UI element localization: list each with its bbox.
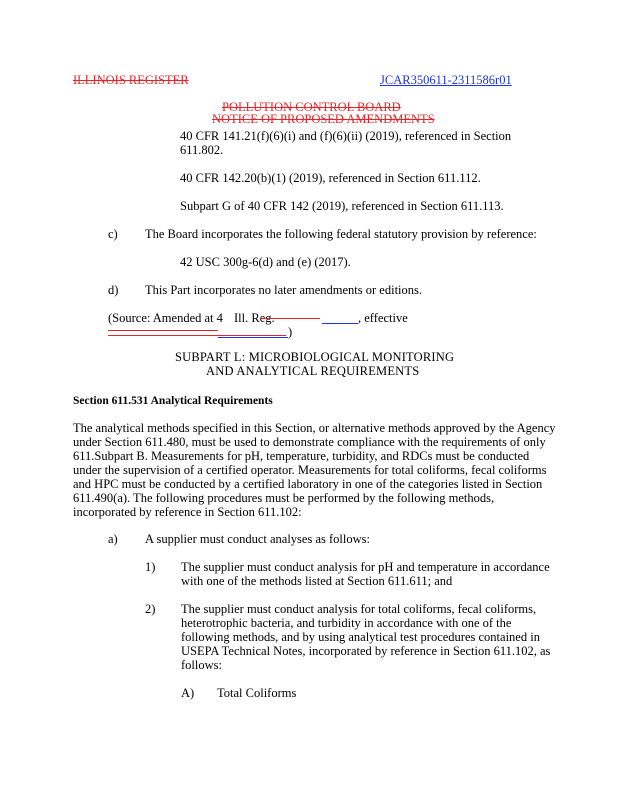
list-2-line-1: The supplier must conduct analysis for total coliforms, fecal coliforms, <box>181 602 537 616</box>
list-1-label: 1) <box>145 560 156 574</box>
para-line-1: The analytical methods specified in this Section, or alternative methods approved by the Agency <box>73 421 556 435</box>
section-heading: Section 611.531 Analytical Requirements <box>73 395 273 407</box>
list-2-line-4: USEPA Technical Notes, incorporated by reference in Section 611.102, as <box>181 644 551 658</box>
source-strike-3 <box>108 335 286 336</box>
item-c-text: The Board incorporates the following federal statutory provision by reference: <box>145 227 537 241</box>
para-line-6: 611.490(a). The following procedures must be performed by the following methods, <box>73 491 495 505</box>
para-line-4: under the supervision of a certified operator. Measurements for total coliforms, fecal coliforms <box>73 463 547 477</box>
ref-1-line-2: 611.802. <box>180 143 224 157</box>
source-close: ) <box>288 325 293 339</box>
ref-2: 40 CFR 142.20(b)(1) (2019), referenced in Section 611.112. <box>180 171 481 185</box>
source-strike-1 <box>260 318 320 319</box>
source-strike-2 <box>108 330 218 331</box>
list-a-text: A supplier must conduct analyses as follows: <box>145 532 370 546</box>
ref-1-line-1: 40 CFR 141.21(f)(6)(i) and (f)(6)(ii) (2019), referenced in Section <box>180 129 512 143</box>
para-line-5: and HPC must be conducted by a certified laboratory in one of the categories listed in Section <box>73 477 543 491</box>
list-1-line-1: The supplier must conduct analysis for pH and temperature in accordance <box>181 560 550 574</box>
para-line-7: incorporated by reference in Section 611.102: <box>73 505 302 519</box>
board-title: POLLUTION CONTROL BOARD <box>222 100 401 114</box>
source-effective: , effective <box>358 311 408 325</box>
source-ill-reg: Ill. Reg. <box>234 311 275 325</box>
source-prefix: (Source: Amended at 4 <box>108 311 223 325</box>
list-1-line-2: with one of the methods listed at Section 611.611; and <box>181 574 453 588</box>
subpart-heading-line-2: AND ANALYTICAL REQUIREMENTS <box>206 364 420 378</box>
list-2-line-3: following methods, and by using analytical test procedures contained in <box>181 630 540 644</box>
notice-title: NOTICE OF PROPOSED AMENDMENTS <box>212 112 435 126</box>
list-A-label: A) <box>181 686 195 700</box>
register-title: ILLINOIS REGISTER <box>73 73 189 87</box>
item-c-label: c) <box>108 227 118 241</box>
list-a-label: a) <box>108 532 118 546</box>
list-A-text: Total Coliforms <box>217 686 297 700</box>
list-2-label: 2) <box>145 602 156 616</box>
source-underline-2 <box>218 337 288 338</box>
subpart-heading-line-1: SUBPART L: MICROBIOLOGICAL MONITORING <box>175 350 455 364</box>
item-d-text: This Part incorporates no later amendments or editions. <box>145 283 423 297</box>
para-line-2: under Section 611.480, must be used to demonstrate compliance with the requirements of only <box>73 435 546 449</box>
para-line-3: 611.Subpart B. Measurements for pH, temperature, turbidity, and RDCs must be conducted <box>73 449 530 463</box>
ref-3: Subpart G of 40 CFR 142 (2019), referenced in Section 611.113. <box>180 199 504 213</box>
item-d-label: d) <box>108 283 119 297</box>
list-2-line-2: heterotrophic bacteria, and turbidity in accordance with one of the <box>181 616 512 630</box>
jcar-code: JCAR350611-2311586r01 <box>380 73 512 87</box>
list-2-line-5: follows: <box>181 658 222 672</box>
source-underline-1 <box>322 323 358 324</box>
item-c-sub: 42 USC 300g-6(d) and (e) (2017). <box>180 255 351 269</box>
